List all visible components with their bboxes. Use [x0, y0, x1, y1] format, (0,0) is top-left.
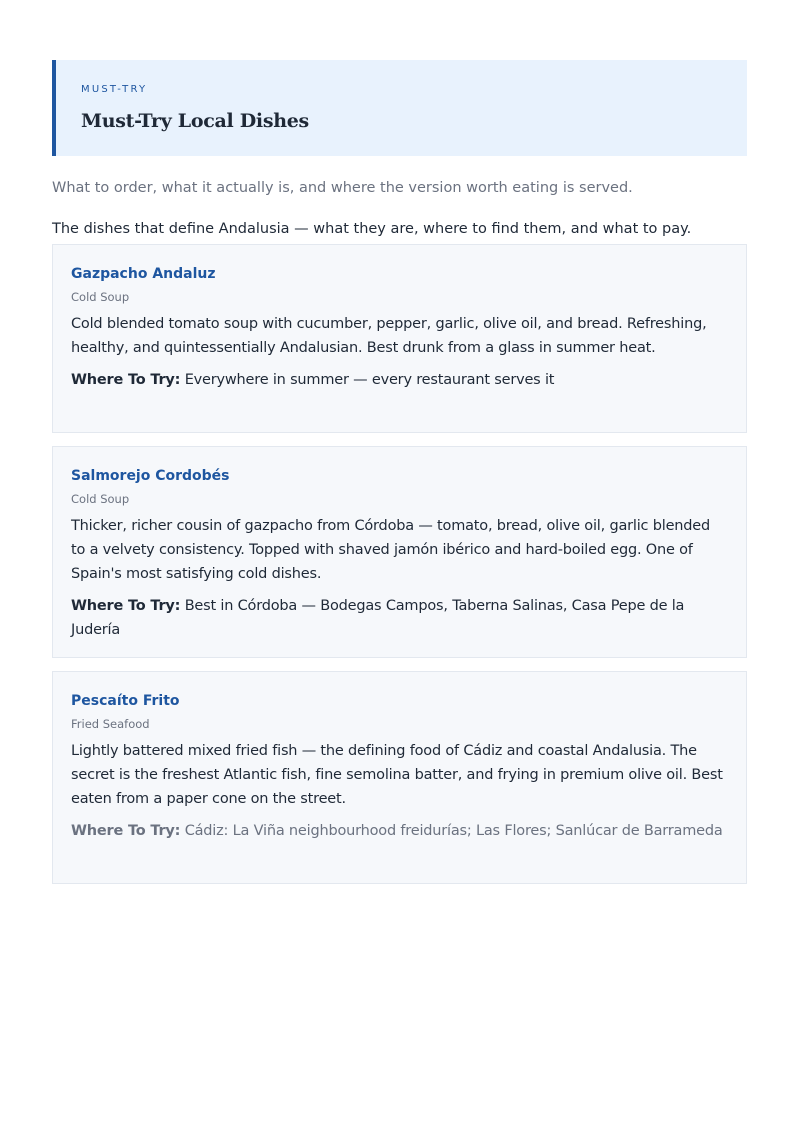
section-intro: The dishes that define Andalusia — what they are, where to find them, and what to pay. — [52, 221, 692, 237]
dish-category: Fried Seafood — [71, 717, 150, 731]
where-label: Where To Try: — [71, 598, 181, 614]
dish-category: Cold Soup — [71, 290, 130, 304]
dish-category: Cold Soup — [71, 492, 130, 506]
page-content — [52, 60, 747, 897]
dish-card — [52, 446, 747, 658]
dish-name: Salmorejo Cordobés — [71, 468, 230, 484]
dish-where-to-try — [71, 368, 728, 392]
where-value: Everywhere in summer — every restaurant serves it — [184, 372, 555, 388]
dish-list — [52, 244, 747, 884]
dish-card — [52, 244, 747, 433]
dish-description: Lightly battered mixed fried fish — the defining food of Cádiz and coastal Andalusia. The secret is the freshest Atlantic fish, fine semolina batter, and frying in premium olive oil. Best eaten from a paper cone on the street. — [71, 743, 723, 807]
dish-where-to-try — [71, 594, 728, 642]
where-value: Cádiz: La Viña neighbourhood freidurías; Las Flores; Sanlúcar de Barrameda — [184, 823, 723, 839]
where-label: Where To Try: — [71, 823, 181, 839]
dish-description: Cold blended tomato soup with cucumber, pepper, garlic, olive oil, and bread. Refreshing, healthy, and quintessentially Andalusian. Best drunk from a glass in summer heat. — [71, 316, 707, 356]
dish-name: Gazpacho Andaluz — [71, 266, 216, 282]
dish-where-to-try — [71, 819, 728, 843]
dish-name: Pescaíto Frito — [71, 693, 180, 709]
section-subtitle: What to order, what it actually is, and where the version worth eating is served. — [52, 180, 633, 196]
section-eyebrow: MUST-TRY — [81, 84, 148, 95]
dish-description: Thicker, richer cousin of gazpacho from Córdoba — tomato, bread, olive oil, garlic blended to a velvety consistency. Topped with shaved jamón ibérico and hard-boiled egg. One of Spain's most satisfying cold dishes. — [71, 518, 711, 582]
where-label: Where To Try: — [71, 372, 181, 388]
section-title: Must-Try Local Dishes — [81, 110, 309, 132]
section-header — [52, 60, 747, 156]
dish-card — [52, 671, 747, 884]
where-value: Best in Córdoba — Bodegas Campos, Taberna Salinas, Casa Pepe de la Judería — [71, 598, 685, 638]
